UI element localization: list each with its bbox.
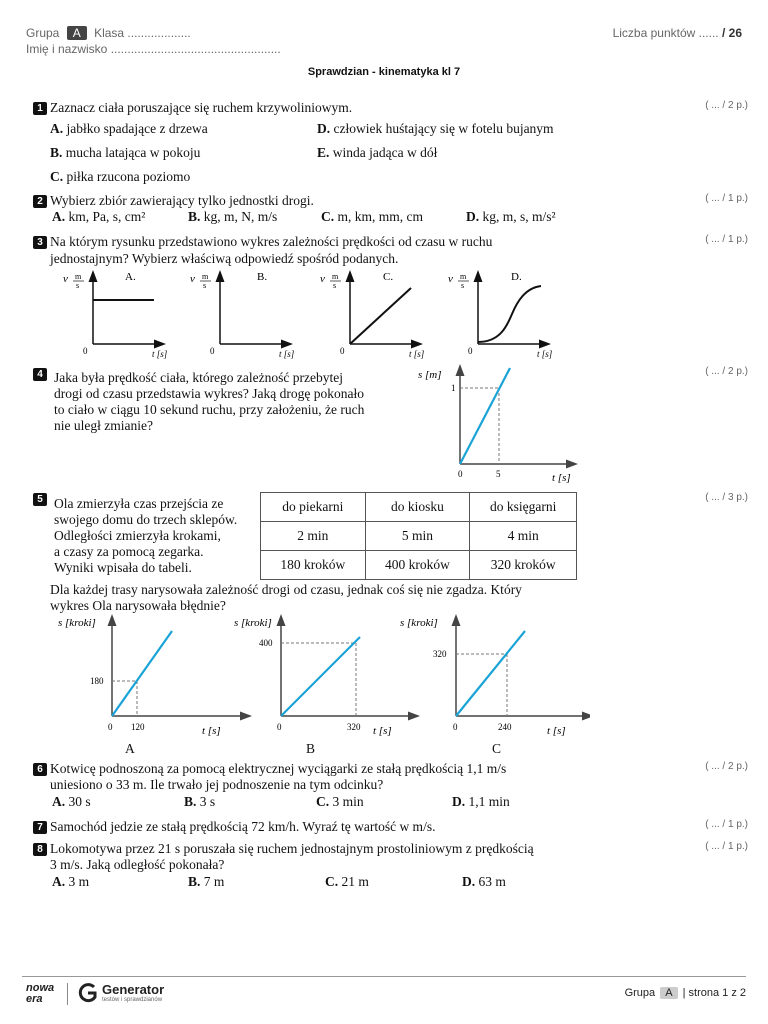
class-label: Klasa ................... <box>94 26 191 40</box>
points-summary <box>613 26 742 40</box>
q6-option-b[interactable]: B. 3 s <box>184 794 216 809</box>
q4-graph-xlabel: t [s] <box>552 472 571 484</box>
question-7-text: Samochód jedzie ze stałą prędkością 72 km/h. Wyraź tę wartość w m/s. <box>50 819 436 834</box>
q1-option-d[interactable]: D. człowiek huśtający się w fotelu bujanym <box>317 121 554 136</box>
svg-text:0: 0 <box>83 346 88 356</box>
q3-graph-d[interactable] <box>448 271 553 359</box>
svg-text:120: 120 <box>131 722 145 732</box>
question-4-points: ( ... / 2 p.) <box>705 366 748 377</box>
question-8-line1: Lokomotywa przez 21 s poruszała się ruchem jednostajnym prostoliniowym z prędkością <box>50 841 534 856</box>
question-5-after-line1: Dla każdej trasy narysowała zależność drogi od czasu, jednak coś się nie zgadza. Który <box>50 582 522 597</box>
svg-text:s: s <box>203 281 207 290</box>
question-7-points: ( ... / 1 p.) <box>705 819 748 830</box>
question-5-line4: a czasy za pomocą zegarka. <box>54 544 204 559</box>
table-cell: do piekarni <box>261 493 366 522</box>
svg-text:180: 180 <box>90 676 104 686</box>
q5-graphs <box>50 612 590 742</box>
table-cell: do kiosku <box>365 493 470 522</box>
question-2-points: ( ... / 1 p.) <box>705 193 748 204</box>
footer-page-number: | strona 1 z 2 <box>682 987 746 999</box>
svg-text:0: 0 <box>277 722 282 732</box>
q2-option-a[interactable]: A. km, Pa, s, cm² <box>52 209 146 224</box>
question-3-number: 3 <box>33 236 47 249</box>
q5-graph-b[interactable] <box>234 617 414 737</box>
svg-text:m: m <box>202 272 209 281</box>
q1-option-e[interactable]: E. winda jadąca w dół <box>317 145 438 160</box>
footer-divider <box>22 976 746 977</box>
q3-graphs <box>60 266 570 360</box>
svg-text:320: 320 <box>433 649 447 659</box>
svg-text:t [s]: t [s] <box>373 725 392 737</box>
q4-graph-ylabel: s [m] <box>418 369 442 381</box>
q3-graph-b-label: B. <box>257 271 268 283</box>
generator-logo-text: Generator <box>102 982 165 997</box>
q3-graph-c[interactable] <box>320 271 425 359</box>
table-row <box>261 551 577 580</box>
svg-text:400: 400 <box>259 638 273 648</box>
q8-option-b[interactable]: B. 7 m <box>188 874 225 889</box>
question-3-text-line1: Na którym rysunku przedstawiono wykres zależności prędkości od czasu w ruchu <box>50 234 493 249</box>
question-1-text: Zaznacz ciała poruszające się ruchem krzywoliniowym. <box>50 100 353 115</box>
footer-group-label: Grupa <box>624 987 656 999</box>
question-5-number: 5 <box>33 493 47 506</box>
svg-text:s: s <box>333 281 337 290</box>
q6-option-d[interactable]: D. 1,1 min <box>452 794 510 809</box>
svg-text:0: 0 <box>340 346 345 356</box>
q3-graph-b[interactable] <box>190 271 295 359</box>
table-cell: 180 kroków <box>261 551 366 580</box>
q2-option-b[interactable]: B. kg, m, N, m/s <box>188 209 278 224</box>
table-cell: do księgarni <box>470 493 577 522</box>
question-1-points: ( ... / 2 p.) <box>705 100 748 111</box>
table-cell: 2 min <box>261 522 366 551</box>
q4-graph-line <box>460 368 510 464</box>
svg-text:v: v <box>448 273 453 285</box>
svg-text:0: 0 <box>458 469 463 479</box>
q6-option-a[interactable]: A. 30 s <box>52 794 91 809</box>
q1-option-c[interactable]: C. piłka rzucona poziomo <box>50 169 191 184</box>
q5-graph-a-name[interactable]: A <box>125 741 135 756</box>
footer-page-info <box>625 987 746 999</box>
q2-option-c[interactable]: C. m, km, mm, cm <box>321 209 423 224</box>
generator-logo-subtitle: testów i sprawdzianów <box>102 997 163 1003</box>
svg-text:0: 0 <box>453 722 458 732</box>
q1-option-b[interactable]: B. mucha latająca w pokoju <box>50 145 201 160</box>
question-5-line2: swojego domu do trzech sklepów. <box>54 512 238 527</box>
question-6-points: ( ... / 2 p.) <box>705 761 748 772</box>
svg-text:t [s]: t [s] <box>279 349 295 359</box>
points-label: Liczba punktów ...... <box>612 26 719 40</box>
points-total: / 26 <box>721 26 742 40</box>
q5-graph-c[interactable] <box>400 617 588 737</box>
footer-group-badge: A <box>660 987 677 999</box>
q2-option-d[interactable]: D. kg, m, s, m/s² <box>466 209 556 224</box>
q3-graph-c-line <box>350 288 411 344</box>
q5-graph-b-name[interactable]: B <box>306 741 316 756</box>
svg-text:m: m <box>332 272 339 281</box>
question-4-line4: nie uległ zmianie? <box>54 418 153 433</box>
page-title: Sprawdzian - kinematyka kl 7 <box>307 66 461 78</box>
svg-text:t [s]: t [s] <box>409 349 425 359</box>
q5-graph-b-line <box>281 637 360 716</box>
table-cell: 320 kroków <box>470 551 577 580</box>
question-3-text-line2: jednostajnym? Wybierz właściwą odpowiedź spośród podanych. <box>50 251 399 266</box>
table-row <box>261 493 577 522</box>
q3-graph-a-vlabel: v <box>63 273 68 285</box>
svg-text:t [s]: t [s] <box>152 349 168 359</box>
q4-graph-ytick: 1 <box>451 383 456 393</box>
q4-graph <box>412 362 582 486</box>
q3-graph-a[interactable] <box>63 271 168 359</box>
question-1-number: 1 <box>33 102 47 115</box>
question-6-line2: uniesiono o 33 m. Ile trwało jej podnoszenie na tym odcinku? <box>50 777 384 792</box>
question-5-line1: Ola zmierzyła czas przejścia ze <box>54 496 224 511</box>
table-cell: 400 kroków <box>365 551 470 580</box>
q8-option-d[interactable]: D. 63 m <box>462 874 506 889</box>
table-row <box>261 522 577 551</box>
question-8-points: ( ... / 1 p.) <box>705 841 748 852</box>
q5-graph-c-name[interactable]: C <box>492 741 502 756</box>
svg-text:v: v <box>190 273 195 285</box>
q3-graph-d-curve <box>478 286 541 342</box>
footer-logo-divider <box>67 983 68 1005</box>
question-8-line2: 3 m/s. Jaką odległość pokonała? <box>50 857 225 872</box>
svg-text:t [s]: t [s] <box>537 349 553 359</box>
q6-option-c[interactable]: C. 3 min <box>316 794 364 809</box>
question-2-text: Wybierz zbiór zawierający tylko jednostki drogi. <box>50 193 314 208</box>
question-4-line3: to ciało w ciągu 10 sekund ruchu, przy założeniu, że ruch <box>54 402 365 417</box>
q5-graph-a[interactable] <box>58 617 246 737</box>
question-6-line1: Kotwicę podnoszoną za pomocą elektrycznej wyciągarki ze stałą prędkością 1,1 m/s <box>50 761 507 776</box>
question-5-after-line2: wykres Ola narysowała błędnie? <box>50 598 226 613</box>
svg-text:m: m <box>75 272 82 281</box>
table-cell: 5 min <box>365 522 470 551</box>
svg-text:t [s]: t [s] <box>547 725 566 737</box>
svg-text:s [kroki]: s [kroki] <box>400 617 438 629</box>
question-4-line1: Jaka była prędkość ciała, którego zależność przebytej <box>54 370 343 385</box>
question-4-number: 4 <box>33 368 47 381</box>
group-badge: A <box>67 26 87 40</box>
question-2-number: 2 <box>33 195 47 208</box>
svg-text:0: 0 <box>210 346 215 356</box>
svg-text:240: 240 <box>498 722 512 732</box>
question-7-number: 7 <box>33 821 47 834</box>
table-cell: 4 min <box>470 522 577 551</box>
question-5-line3: Odległości zmierzyła krokami, <box>54 528 221 543</box>
name-field: Imię i nazwisko ................................................... <box>26 42 281 56</box>
q8-option-a[interactable]: A. 3 m <box>52 874 90 889</box>
question-8-number: 8 <box>33 843 47 856</box>
svg-text:s: s <box>461 281 465 290</box>
question-5-points: ( ... / 3 p.) <box>705 492 748 503</box>
q3-graph-a-label: A. <box>125 271 136 283</box>
nowa-era-logo: nowa era <box>26 982 55 1005</box>
generator-logo-icon <box>77 982 99 1004</box>
q1-option-a[interactable]: A. jabłko spadające z drzewa <box>50 121 208 136</box>
q4-graph-xtick: 5 <box>496 469 501 479</box>
svg-text:m: m <box>460 272 467 281</box>
svg-text:t [s]: t [s] <box>202 725 221 737</box>
svg-text:s: s <box>76 281 80 290</box>
svg-text:0: 0 <box>108 722 113 732</box>
q8-option-c[interactable]: C. 21 m <box>325 874 369 889</box>
q5-graph-a-line <box>112 631 172 716</box>
q5-graph-c-line <box>456 631 525 716</box>
svg-text:0: 0 <box>468 346 473 356</box>
question-3-points: ( ... / 1 p.) <box>705 234 748 245</box>
group-line <box>26 26 191 40</box>
question-4-line2: drogi od czasu przedstawia wykres? Jaką drogę pokonało <box>54 386 365 401</box>
q3-graph-c-label: C. <box>383 271 394 283</box>
svg-text:s [kroki]: s [kroki] <box>58 617 96 629</box>
q5-table <box>260 492 577 580</box>
svg-text:320: 320 <box>347 722 361 732</box>
question-6-number: 6 <box>33 763 47 776</box>
question-5-line5: Wyniki wpisała do tabeli. <box>54 560 192 575</box>
svg-text:v: v <box>320 273 325 285</box>
q3-graph-d-label: D. <box>511 271 522 283</box>
group-label: Grupa <box>26 26 60 40</box>
svg-text:s [kroki]: s [kroki] <box>234 617 272 629</box>
